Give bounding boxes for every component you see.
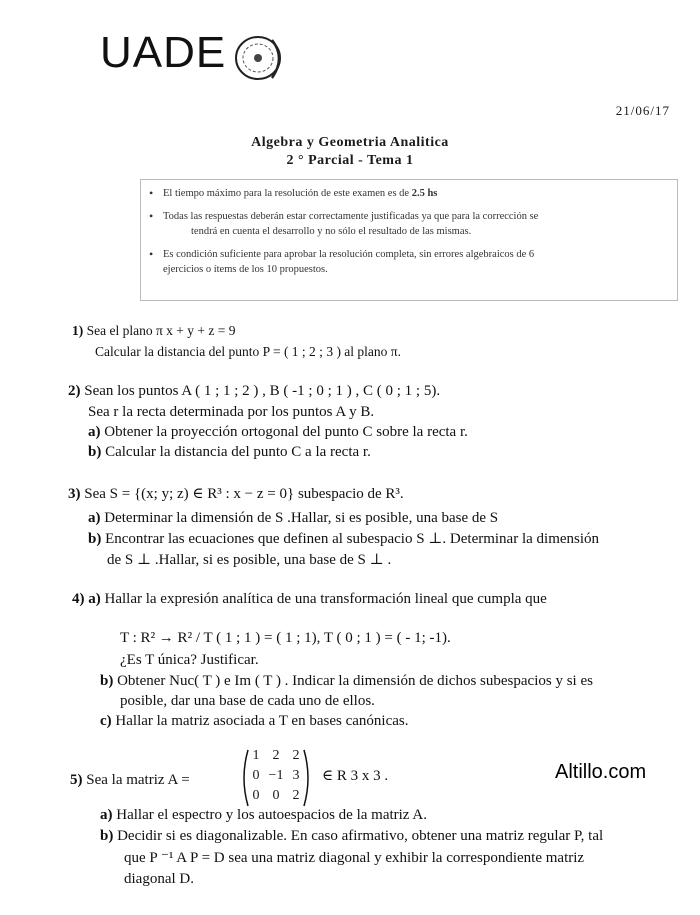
matrix-cell: 0 (252, 768, 260, 783)
instructions-box (140, 179, 678, 301)
q5-intro: 5) Sea la matriz A = (70, 772, 190, 788)
matrix-cell: 2 (292, 788, 300, 803)
matrix-cell: 1 (252, 748, 260, 763)
q2-item-b: b) Calcular la distancia del punto C a la recta r. (88, 444, 371, 460)
uade-seal-icon (228, 30, 288, 86)
q4-formula: T : R² → R² / T ( 1 ; 1 ) = ( 1 ; 1), T ( 0 ; 1 ) = ( - 1; -1). (120, 630, 451, 646)
q4-item-b: b) Obtener Nuc( T ) e Im ( T ) . Indicar la dimensión de dichos subespacios y si es (100, 673, 593, 689)
q3-item-b: b) Encontrar las ecuaciones que definen al subespacio S ⊥. Determinar la dimensión (88, 531, 600, 547)
q3-item-a: a) Determinar la dimensión de S .Hallar, si es posible, una base de S (88, 510, 499, 526)
matrix-cell: 0 (252, 788, 260, 803)
uade-logo: UADE (100, 28, 227, 77)
q2-line1: 2) Sean los puntos A ( 1 ; 1 ; 2 ) , B ( -1 ; 0 ; 1 ) , C ( 0 ; 1 ; 5). (68, 383, 441, 399)
q5-space: ∈ R 3 x 3 . (322, 768, 389, 784)
q4-item-a: 4) a) Hallar la expresión analítica de una transformación lineal que cumpla que (72, 591, 547, 607)
matrix-cell: 3 (292, 768, 300, 783)
q5-item-b: b) Decidir si es diagonalizable. En caso afirmativo, obtener una matriz regular P, tal (100, 828, 604, 844)
instruction-time: • El tiempo máximo para la resolución de este examen es de 2.5 hs (149, 186, 669, 201)
q2-item-a: a) Obtener la proyección ortogonal del punto C sobre la recta r. (88, 424, 468, 440)
exam-date: 21/06/17 (615, 103, 670, 118)
q1-line1: 1) Sea el plano π x + y + z = 9 (72, 323, 236, 338)
q3-item-b-cont: de S ⊥ .Hallar, si es posible, una base de S ⊥ . (107, 552, 392, 568)
matrix-cell: 2 (292, 748, 300, 763)
q5-item-b-cont2: diagonal D. (124, 871, 194, 887)
matrix-cell: 0 (272, 788, 280, 803)
q2-line2: Sea r la recta determinada por los puntos A y B. (88, 404, 375, 420)
matrix-cell: 2 (272, 748, 280, 763)
q4-item-c: c) Hallar la matriz asociada a T en bases canónicas. (100, 713, 409, 729)
matrix-cell: −1 (268, 768, 284, 783)
q5-item-b-cont: que P ⁻¹ A P = D sea una matriz diagonal y exhibir la correspondiente matriz (124, 850, 585, 866)
instruction-approve: • Es condición suficiente para aprobar la resolución completa, sin errores algebraicos de 6 ejercicios o ítems de los 10 propuestos. (149, 247, 669, 277)
q1-line2: Calcular la distancia del punto P = ( 1 ; 2 ; 3 ) al plano π. (95, 344, 401, 359)
instruction-justify: • Todas las respuestas deberán estar correctamente justificadas ya que para la corrección se tendrá en cuenta el desarrollo y no sólo el resultado de las mismas. (149, 209, 669, 239)
exam-title: 2 ° Parcial - Tema 1 (286, 153, 414, 168)
subject-title: Algebra y Geometria Analitica (251, 135, 449, 150)
q5-item-a: a) Hallar el espectro y los autoespacios de la matriz A. (100, 807, 427, 823)
q4-item-b-cont: posible, dar una base de cada uno de ellos. (120, 693, 375, 709)
q3-line1: 3) Sea S = {(x; y; z) ∈ R³ : x − z = 0} subespacio de R³. (68, 486, 404, 502)
matrix-a (240, 748, 312, 808)
q4-question: ¿Es T única? Justificar. (120, 652, 259, 668)
altillo-watermark: Altillo.com (555, 761, 647, 783)
